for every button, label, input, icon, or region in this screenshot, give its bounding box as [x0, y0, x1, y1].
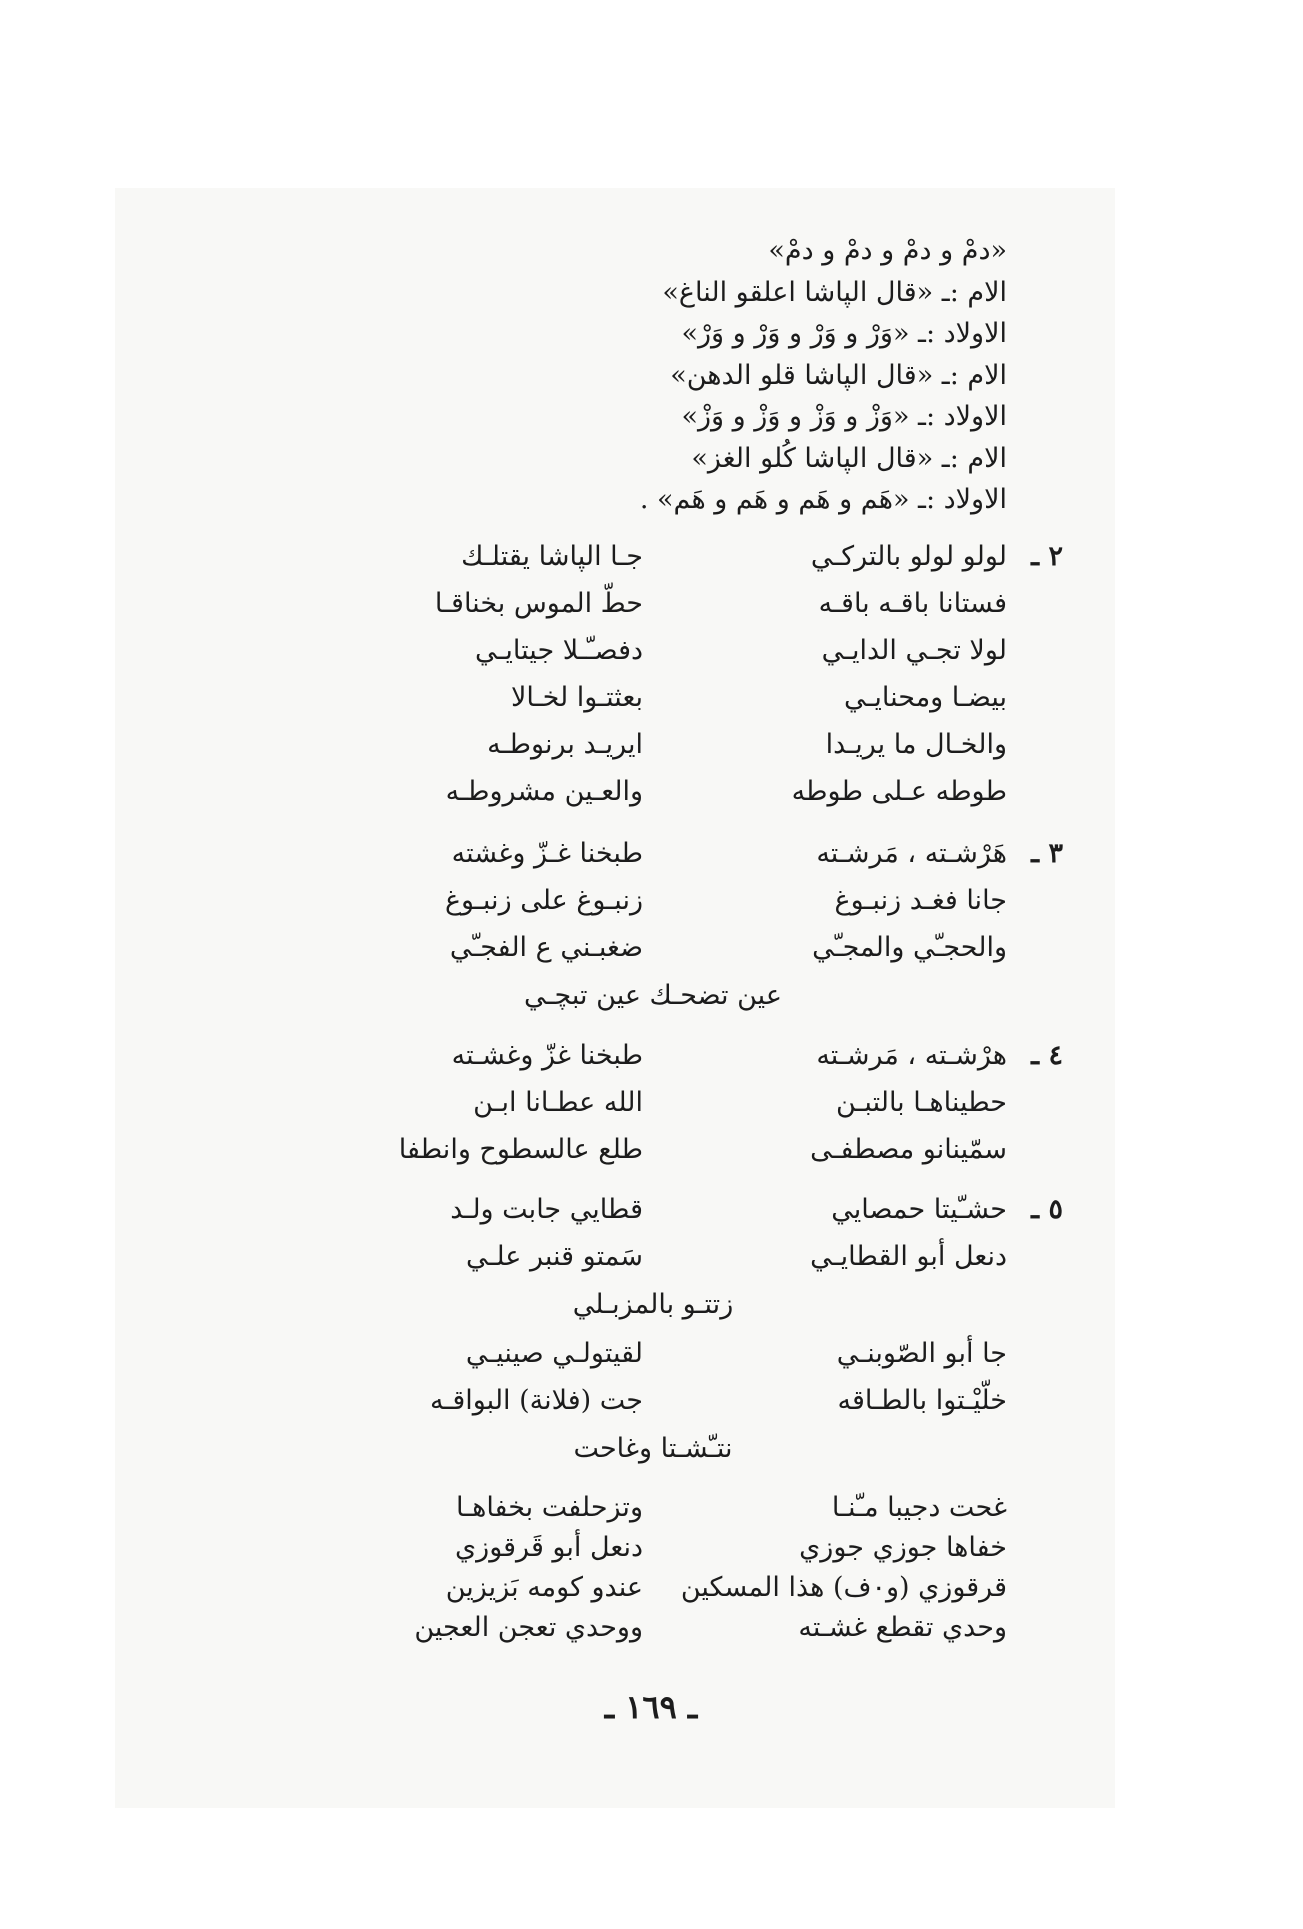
dialogue-line: الاولاد :ـ «وَزْ و وَزْ و وَزْ و وَزْ» [681, 401, 1007, 432]
second-hemistich: عندو كومه بَزيزين [445, 1572, 643, 1603]
dialogue-line: الام :ـ «قال الپاشا اعلقو الناغ» [662, 276, 1007, 308]
second-hemistich: الله عطـانا ابـن [473, 1087, 643, 1118]
verse-row [263, 1126, 1063, 1173]
second-hemistich: ضغبـني ع الفجـّي [449, 932, 643, 963]
first-hemistich: والحجـّي والمجـّي [812, 932, 1007, 963]
second-hemistich: لقيتولـي صينيـي [465, 1338, 643, 1369]
verse-row [263, 721, 1063, 768]
second-hemistich: جـا الپاشا يقتلـك [461, 541, 643, 572]
first-hemistich: سمّينانو مصطفـى [810, 1134, 1007, 1165]
second-hemistich: دنعل أبو قَرقوزي [455, 1532, 643, 1563]
verse-row [263, 1079, 1063, 1126]
verse-row [263, 580, 1063, 627]
verse-row [263, 877, 1063, 924]
first-hemistich: والخـال ما يريـدا [825, 729, 1007, 760]
verse-row [263, 924, 1063, 971]
first-hemistich: طوطه عـلى طوطه [791, 776, 1007, 807]
second-hemistich: وتزحلفت بخفاهـا [455, 1492, 643, 1523]
second-hemistich: والعـين مشروطـه [445, 776, 643, 807]
refrain-line: زتتـو بالمزبـلي [572, 1289, 734, 1320]
first-hemistich: هَرْشـته ، مَرشـته [816, 838, 1007, 869]
verse-row [263, 1488, 1063, 1528]
verse-row [263, 1528, 1063, 1568]
verse-row [263, 1330, 1063, 1377]
dialogue-line: الاولاد :ـ «وَرْ و وَرْ و وَرْ و وَرْ» [681, 318, 1007, 349]
stanza-number: ٤ ـ [1031, 1040, 1063, 1071]
first-hemistich: قرقوزي (و٠ف) هذا المسكين [680, 1572, 1007, 1603]
second-hemistich: ايريـد برنوطـه [487, 729, 643, 760]
first-hemistich: حطيناهـا بالتبـن [835, 1087, 1007, 1118]
second-hemistich: سَمتو قنبر علـي [465, 1241, 643, 1272]
stanza-number: ٥ ـ [1031, 1194, 1063, 1225]
verse-row [263, 768, 1063, 815]
second-hemistich: طبخنا غزّ وغشـته [451, 1040, 643, 1071]
verse-row [263, 1568, 1063, 1608]
verse-row [263, 1608, 1063, 1648]
verse-row [263, 1377, 1063, 1424]
second-hemistich: ووحدي تعجن العجين [414, 1612, 643, 1643]
refrain-line: عين تضحـك عين تبچـي [524, 980, 782, 1011]
stanza-5 [263, 1186, 1063, 1648]
dialogue-block [407, 230, 1007, 521]
stanza-3 [263, 830, 1063, 1021]
spacer [263, 1474, 1063, 1488]
first-hemistich: خفاها جوزي جوزي [799, 1532, 1007, 1563]
verse-row [263, 1186, 1063, 1233]
second-hemistich: زنبـوغ على زنبـوغ [444, 885, 643, 916]
stanza-4 [263, 1032, 1063, 1173]
second-hemistich: طلع عالسطوح وانطفا [398, 1134, 643, 1165]
first-hemistich: دنعل أبو القطايـي [810, 1241, 1007, 1272]
first-hemistich: جا أبو الصّوبنـي [836, 1338, 1007, 1369]
second-hemistich: بعثتـوا لخـالا [511, 682, 643, 713]
dialogue-line: «دمْ و دمْ و دمْ و دمْ» [768, 235, 1007, 266]
first-hemistich: لولا تجـي الدايـي [821, 635, 1007, 666]
second-hemistich: جت (فلانة) البواقـه [429, 1385, 643, 1416]
dialogue-line: الام :ـ «قال الپاشا قلو الدهن» [670, 359, 1007, 391]
first-hemistich: خلّيْـتوا بالطـاقه [837, 1385, 1007, 1416]
verse-row [263, 627, 1063, 674]
first-hemistich: هرْشـته ، مَرشـته [816, 1040, 1007, 1071]
refrain-line: نتـّشـتا وغاحت [573, 1433, 733, 1464]
verse-row [263, 674, 1063, 721]
verse-row [263, 533, 1063, 580]
first-hemistich: غحت دجيبا مـّنـا [831, 1492, 1007, 1523]
second-hemistich: طبخنا غـزّ وغشته [451, 838, 643, 869]
first-hemistich: فستانا باقـه باقـه [818, 588, 1007, 619]
stanza-2 [263, 533, 1063, 815]
second-hemistich: دفصـّـلا جيتايـي [475, 635, 643, 666]
first-hemistich: لولو لولو بالتركـي [810, 541, 1007, 572]
second-hemistich: قطايي جابت ولـد [450, 1194, 643, 1225]
first-hemistich: بيضـا ومحنايـي [843, 682, 1007, 713]
stanza-number: ٢ ـ [1031, 541, 1063, 572]
stanza-number: ٣ ـ [1031, 838, 1063, 869]
verse-row [263, 830, 1063, 877]
dialogue-line: الاولاد :ـ «هَم و هَم و هَم و هَم» . [639, 484, 1007, 515]
dialogue-line: الام :ـ «قال الپاشا كُلو الغز» [691, 442, 1007, 474]
first-hemistich: وحدي تقطع غشـته [798, 1612, 1007, 1643]
first-hemistich: حشـّيتا حمصايي [831, 1194, 1007, 1225]
verse-row [263, 1032, 1063, 1079]
verse-row [263, 1233, 1063, 1280]
second-hemistich: حطّ الموس بخناقـا [434, 588, 643, 619]
page-number: ـ ١٦٩ ـ [604, 1688, 698, 1726]
first-hemistich: جانا فغـد زنبـوغ [834, 885, 1007, 916]
